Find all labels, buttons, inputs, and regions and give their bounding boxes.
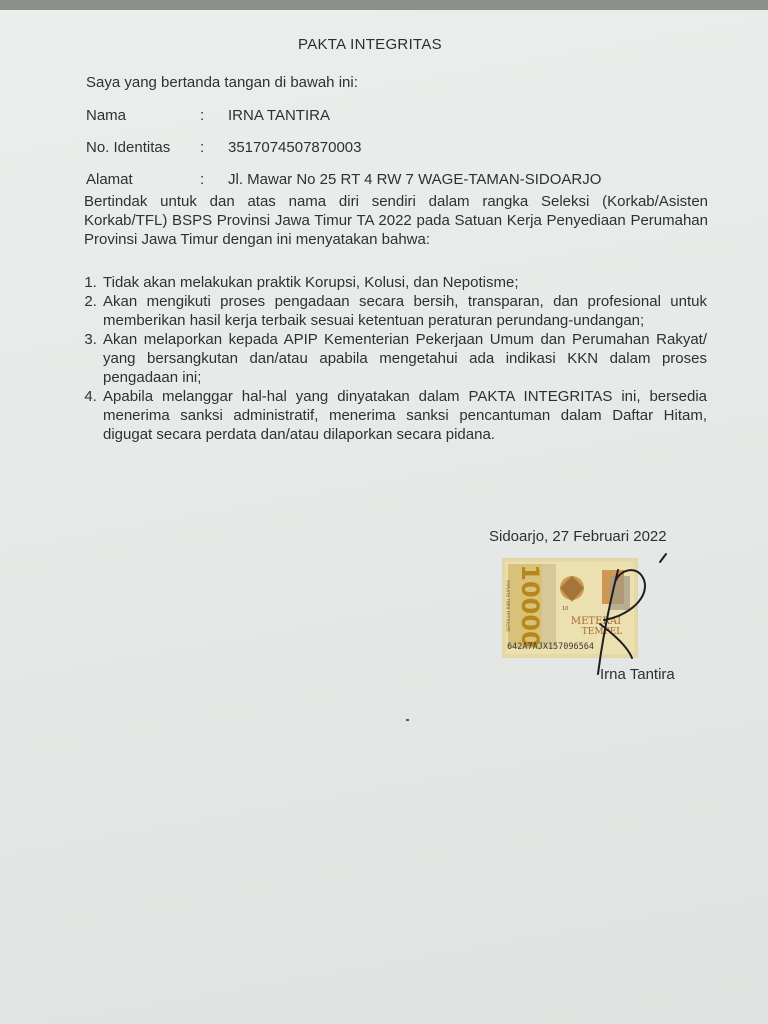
document-title: PAKTA INTEGRITAS (298, 36, 442, 53)
statement-list (80, 273, 707, 444)
stamp-label-line2: TEMPEL (581, 627, 623, 637)
list-item: 1. Tidak akan melakukan praktik Korupsi, Kolusi, dan Nepotisme; (101, 273, 707, 292)
statement-paragraph: Bertindak untuk dan atas nama diri sendiri dalam rangka Seleksi (Korkab/Asisten Korkab/TFL) BSPS Provinsi Jawa Timur TA 2022 pada Satuan Kerja Penyediaan Perumahan Provinsi Jawa Timur dengan ini menyatakan bahwa: (84, 193, 708, 248)
stamp-small-number: 10 (562, 606, 569, 612)
field-label: No. Identitas (86, 139, 171, 156)
field-label: Alamat (86, 171, 133, 188)
field-label: Nama (86, 107, 127, 124)
field-separator: : (200, 171, 205, 188)
stamp-label-line1: METERAI (570, 616, 622, 627)
field-nama (86, 107, 330, 124)
signature (540, 550, 680, 680)
list-item: 2. Akan mengikuti proses pengadaan secara bersih, transparan, dan profesional untuk memberikan hasil kerja terbaik sesuai ketentuan peraturan perundang-undangan; (101, 292, 707, 330)
field-separator: : (200, 139, 205, 156)
stamp-value: 10000 (516, 564, 544, 648)
list-item: 4. Apabila melanggar hal-hal yang dinyatakan dalam PAKTA INTEGRITAS ini, bersedia menerima sanksi administratif, menerima sanksi pencantuman dalam Daftar Hitam, digugat secara perdata dan/atau dilaporkan secara pidana. (101, 387, 707, 444)
list-item: 3. Akan melaporkan kepada APIP Kementerian Pekerjaan Umum dan Perumahan Rakyat/ yang bersangkutan dan/atau apabila mengetahui ada indikasi KKN dalam proses pengadaan ini; (101, 330, 707, 387)
stamp-side-text: SEPULUH RIBU RUPIAH (507, 580, 512, 632)
stamp-serial: 642A7AJX157096564 (507, 642, 594, 652)
field-value: 3517074507870003 (228, 139, 362, 156)
intro-text: Saya yang bertanda tangan di bawah ini: (86, 74, 358, 91)
signer-name: Irna Tantira (600, 666, 675, 683)
document-page (0, 10, 768, 1024)
field-no-identitas (86, 139, 361, 156)
field-value: IRNA TANTIRA (228, 107, 330, 124)
field-alamat (86, 171, 601, 188)
place-date: Sidoarjo, 27 Februari 2022 (489, 528, 667, 545)
paper-speck (406, 719, 409, 721)
field-separator: : (200, 107, 205, 124)
field-value: Jl. Mawar No 25 RT 4 RW 7 WAGE-TAMAN-SIDOARJO (228, 171, 602, 188)
